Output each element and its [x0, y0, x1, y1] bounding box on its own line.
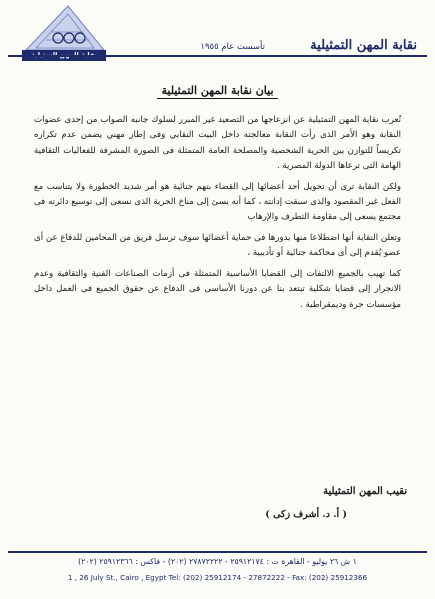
- signature-block: [265, 486, 407, 520]
- statement-title-text: بيان نقابة المهن التمثيلية: [157, 84, 277, 99]
- signatory-name: ( أ. د. أشرف زكى ): [265, 509, 347, 520]
- footer-address-arabic: ١ ش ٢٦ يوليو - القاهرة ت : ٢٥٩١٢١٧٤ - ٢٧٨٧٢٢٢٢ (٢٠٢) - فاكس : ٢٥٩١٢٣٦٦ (٢٠٢): [78, 557, 357, 566]
- org-name: نقابة المهن التمثيلية: [310, 38, 417, 53]
- signatory-role: نقيب المهن التمثيلية: [323, 486, 407, 497]
- footer-divider: [8, 551, 427, 553]
- footer-address-english: 1 , 26 July St., Cairo , Egypt Tel: (202) 25912174 - 27872222 - Fax: (202) 25912366: [67, 573, 368, 582]
- statement-title: [0, 84, 435, 97]
- header-divider: [8, 55, 427, 57]
- established-year: تأسست عام ١٩٥٥: [200, 42, 265, 52]
- paragraph-4: كما تهيب بالجميع الالتفات إلى القضايا الأساسية المتمثلة فى أزمات الصناعات الفنية والثقافية وعدم الانجرار إلى قضايا شكلية تبتعد بنا عن دورنا الأساسى فى الدفاع عن حقوق الجميع فى العمل داخل مؤسسات حرة وديمقراطية .: [34, 269, 401, 310]
- paragraph-2: ولكن النقابة ترى أن تحويل أحد أعضائها إلى القضاء بتهم جنائية هو أمر شديد الخطورة ولا يتناسب مع الفعل غير المقصود والذى سبقت إدانته ، كما أنه يسئ إلى مناخ الحرية الذى نسعى إلى توسيع دائرته فى مجتمع يسعى إلى مقاومة التطرف والإرهاب: [34, 181, 401, 223]
- paragraph-3: وتعلن النقابة أنها اضطلاعا منها بدورها فى حماية أعضائها سوف ترسل فريق من المحامين للدفاع عن أى عضو يُقدم إلى أى محاكمة جنائية أو تأديبية ،: [34, 233, 401, 259]
- paragraph-1: تُعرب نقابة المهن التمثيلية عن انزعاجها من التصعيد غير المبرر لسلوك جانبه الصواب من إحدى عضوات النقابة وهو الأمر الذى رأت النقابة معالجته داخل البيت النقابي وفى إطار مهني يضمن عدم تكراره تكريساً للتوازن بين الحرية الشخصية والمصلحة العامة المتمثلة فى الصورة المشرفة للفعاليات الثقافية الهامة التى ترعاها الدولة المصرية .: [34, 115, 401, 171]
- union-logo: [12, 4, 108, 62]
- statement-body: [34, 113, 401, 319]
